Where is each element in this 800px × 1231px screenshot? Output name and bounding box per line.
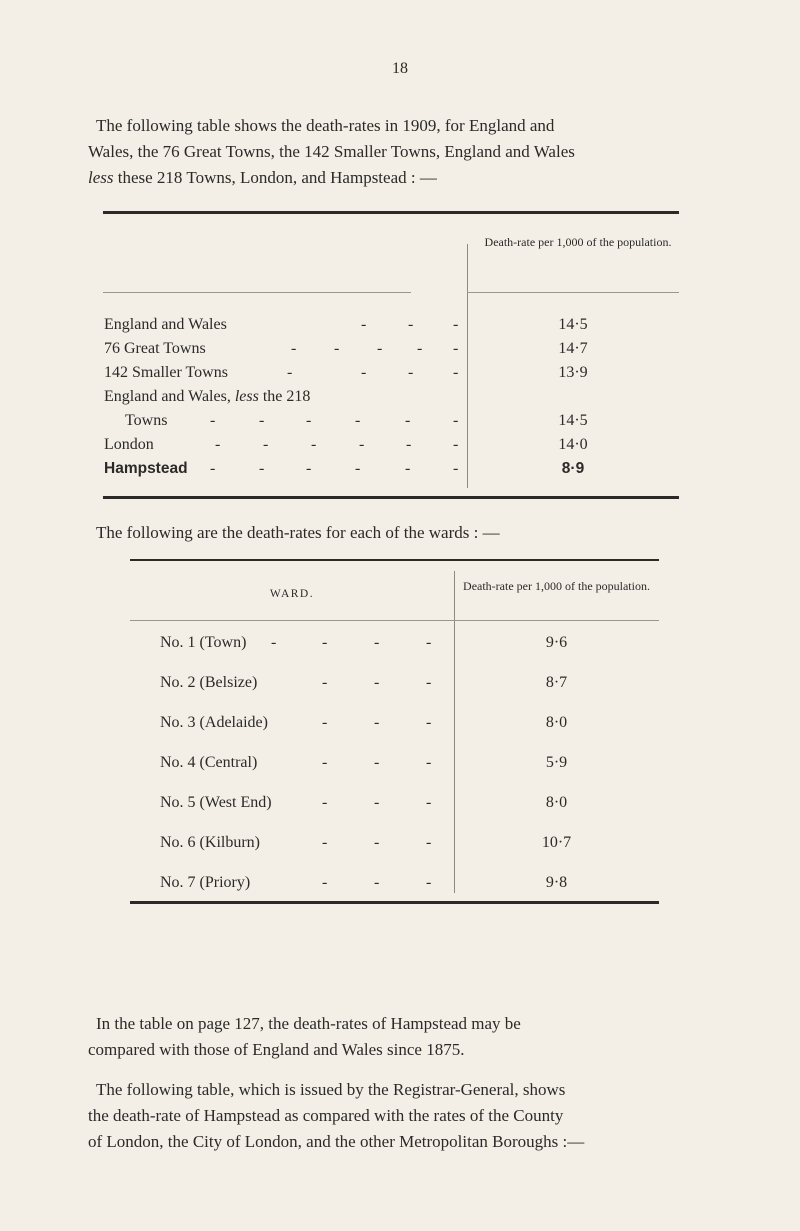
row-value: 14·0 [558,436,588,453]
header-rule [130,620,659,621]
header-rule [103,292,411,293]
table-row: 76 Great Towns - - - - - 14·7 [103,338,679,360]
table-row: No. 2 (Belsize) - - - 8·7 [130,672,659,694]
ward-label: No. 4 (Central) [160,754,258,771]
table-row: No. 4 (Central) - - - 5·9 [130,752,659,774]
row-value: 14·5 [558,316,588,333]
death-rate-column-header: Death-rate per 1,000 of the population. [463,579,650,593]
table-row: No. 3 (Adelaide) - - - 8·0 [130,712,659,734]
compare-paragraph: In the table on page 127, the death-rates of Hampstead may be compared with those of England and Wales since 1875. [88,1014,521,1059]
intro-less: less [88,168,114,187]
row-label: 76 Great Towns [104,340,206,357]
row-value: 13·9 [558,364,588,381]
ward-column-header: WARD. [269,588,315,600]
registrar-paragraph: The following table, which is issued by the Registrar-General, shows the death-rate of Hampstead as compared with the rates of the County of London, the City of London, and the other Metropolitan Boroughs :— [88,1080,585,1151]
ward-label: No. 6 (Kilburn) [160,834,260,851]
table-row-hampstead: Hampstead - - - - - - 8·9 [103,458,679,480]
ward-value: 8·0 [545,714,568,731]
ward-value: 9·6 [545,634,568,651]
row-label: London [104,436,154,453]
intro-line-2: Wales, the 76 Great Towns, the 142 Smaller Towns, England and Wales [88,142,575,161]
row-label: 142 Smaller Towns [104,364,228,381]
table-row: Towns - - - - - - 14·5 [103,410,679,432]
ward-label: No. 5 (West End) [160,794,272,811]
page-number: 18 [392,60,408,77]
table-row [103,386,679,408]
table-row: No. 5 (West End) - - - 8·0 [130,792,659,814]
death-rate-column-header: Death-rate per 1,000 of the population. [484,235,672,249]
row-label: England and Wales, less the 218 [104,388,311,405]
ward-label: No. 2 (Belsize) [160,674,258,691]
intro-line-3-rest: these 218 Towns, London, and Hampstead : — [113,168,437,187]
table-row: London - - - - - - 14·0 [103,434,679,456]
ward-value: 8·0 [545,794,568,811]
ward-label: No. 1 (Town) [160,634,247,651]
row-value: 14·5 [558,412,588,429]
row-value: 8·9 [561,460,585,477]
ward-value: 5·9 [545,754,568,771]
row-label: England and Wales [104,316,227,333]
table-row: No. 6 (Kilburn) - - - 10·7 [130,832,659,854]
death-rates-1909-table [103,211,679,499]
ward-label: No. 3 (Adelaide) [160,714,268,731]
ward-label: No. 7 (Priory) [160,874,251,891]
header-rule [467,292,679,293]
intro-line-3 [88,165,738,191]
ward-value: 10·7 [541,834,572,851]
ward-value: 9·8 [545,874,568,891]
row-value: 14·7 [558,340,588,357]
table-row: No. 1 (Town) - - - - 9·6 [130,632,659,654]
row-label-continued: Towns [125,412,168,429]
ward-death-rates-table [130,559,659,904]
table-row: 142 Smaller Towns - - - - 13·9 [103,362,679,384]
ward-value: 8·7 [545,674,568,691]
table-row [130,899,659,921]
row-label: Hampstead [104,460,188,477]
table-row: England and Wales - - - 14·5 [103,314,679,336]
intro-paragraph [88,113,738,191]
intro-line-1: The following table shows the death-rates in 1909, for England and [96,116,555,135]
wards-intro: The following are the death-rates for each of the wards : — [96,523,500,542]
table-row: No. 7 (Priory) - - - 9·8 [130,872,659,894]
